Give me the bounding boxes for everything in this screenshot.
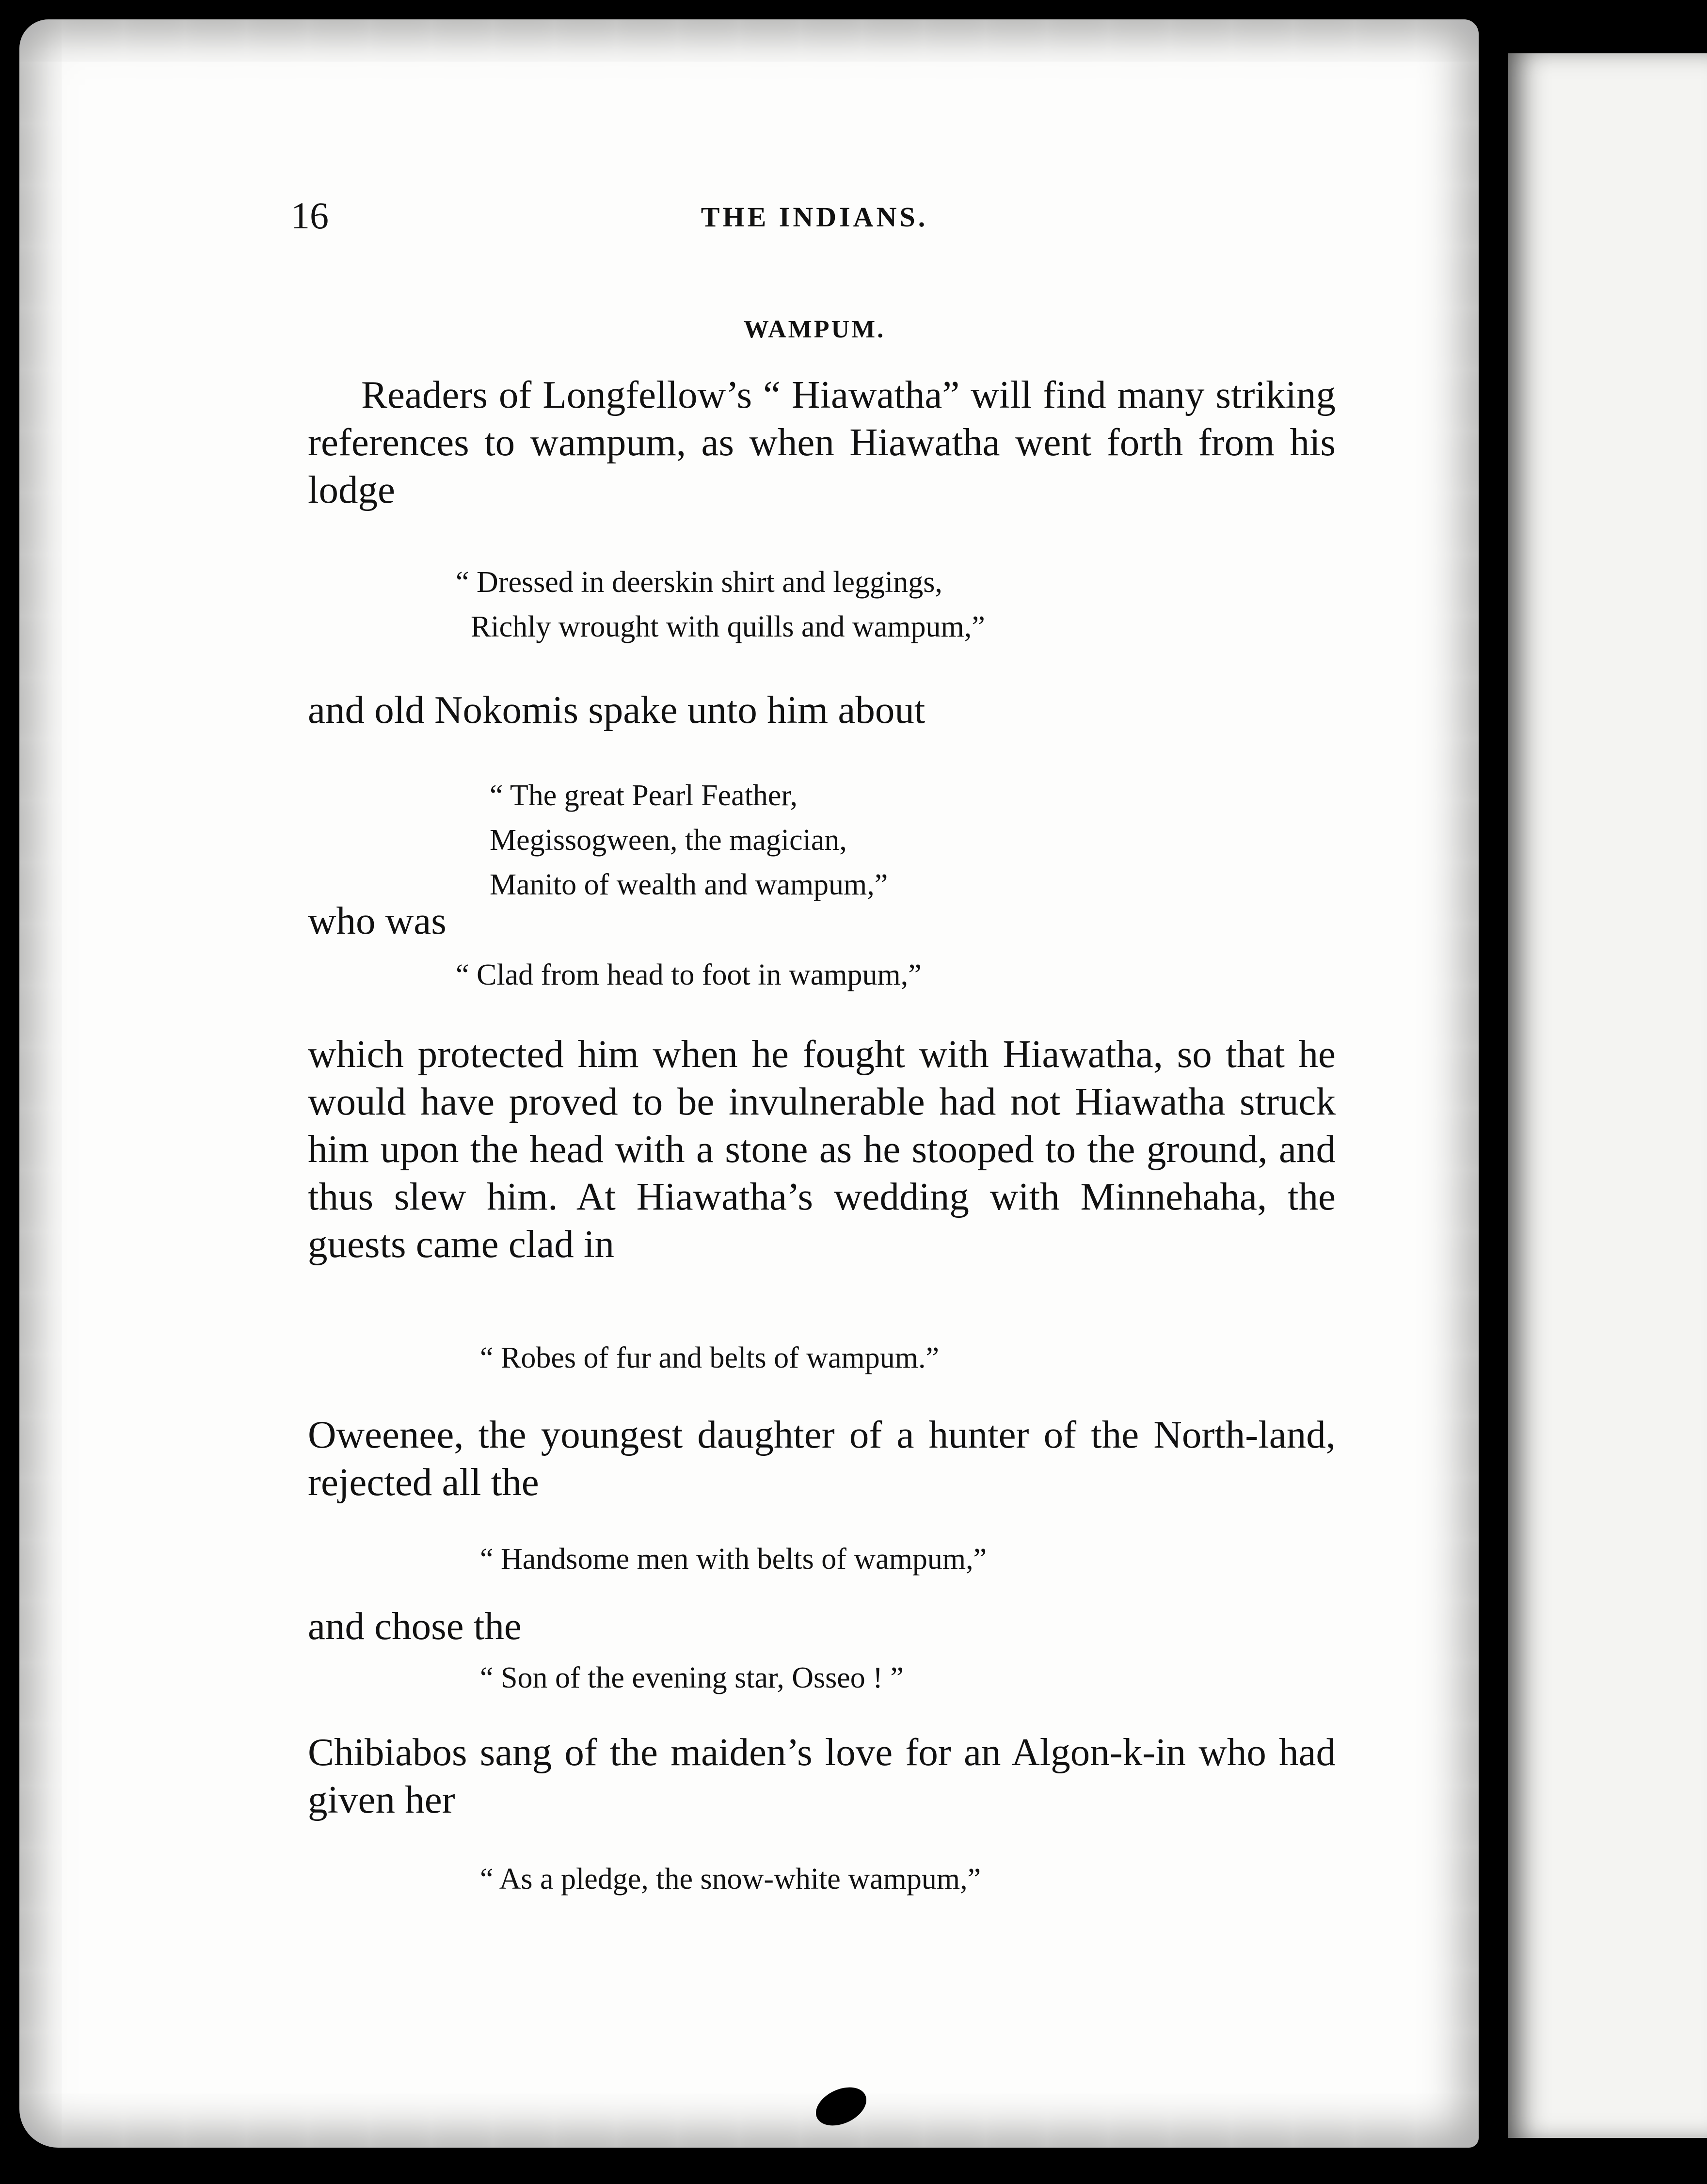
quote-clad: “ Clad from head to foot in wampum,” [456, 958, 922, 991]
quote-pearl-feather: “ The great Pearl Feather, Megissogween, the magician, Manito of wealth and wampum,” [490, 779, 888, 901]
book-spine [1479, 0, 1508, 2184]
paragraph-who-was: who was [308, 899, 447, 942]
paragraph-chibiabos: Chibiabos sang of the maiden’s love for an Algon-k-in who had given her [308, 1730, 1336, 1821]
quote-osseo: “ Son of the evening star, Osseo ! ” [480, 1661, 904, 1694]
book-page [19, 19, 1479, 2148]
paragraph-oweenee: Oweenee, the youngest daughter of a hunter of the North-land, rejected all the [308, 1413, 1336, 1504]
page-header [291, 194, 1338, 252]
paragraph-battle: which protected him when he fought with Hiawatha, so that he would have proved to be invulnerable had not Hiawatha struck him upon the head with a stone as he stooped to the ground, and thus slew him. At Hiawatha’s wedding with Minnehaha, the guests came clad in [308, 1032, 1336, 1266]
paragraph-chose: and chose the [308, 1604, 522, 1648]
section-heading: WAMPUM. [743, 316, 886, 343]
paragraph-nokomis: and old Nokomis spake unto him about [308, 688, 925, 732]
ink-blot [810, 2080, 872, 2133]
paragraph-intro: Readers of Longfellow’s “ Hiawatha” will find many striking references to wampum, as when Hiawatha went forth from his lodge [308, 373, 1336, 511]
quote-handsome-men: “ Handsome men with belts of wampum,” [480, 1543, 987, 1576]
page-number: 16 [291, 194, 329, 237]
quote-pledge: “ As a pledge, the snow-white wampum,” [480, 1863, 981, 1896]
facing-page-edge [1508, 53, 1707, 2138]
quote-deerskin: “ Dressed in deerskin shirt and leggings, Richly wrought with quills and wampum,” [456, 566, 985, 643]
running-title: THE INDIANS. [701, 201, 928, 233]
quote-robes: “ Robes of fur and belts of wampum.” [480, 1341, 939, 1374]
